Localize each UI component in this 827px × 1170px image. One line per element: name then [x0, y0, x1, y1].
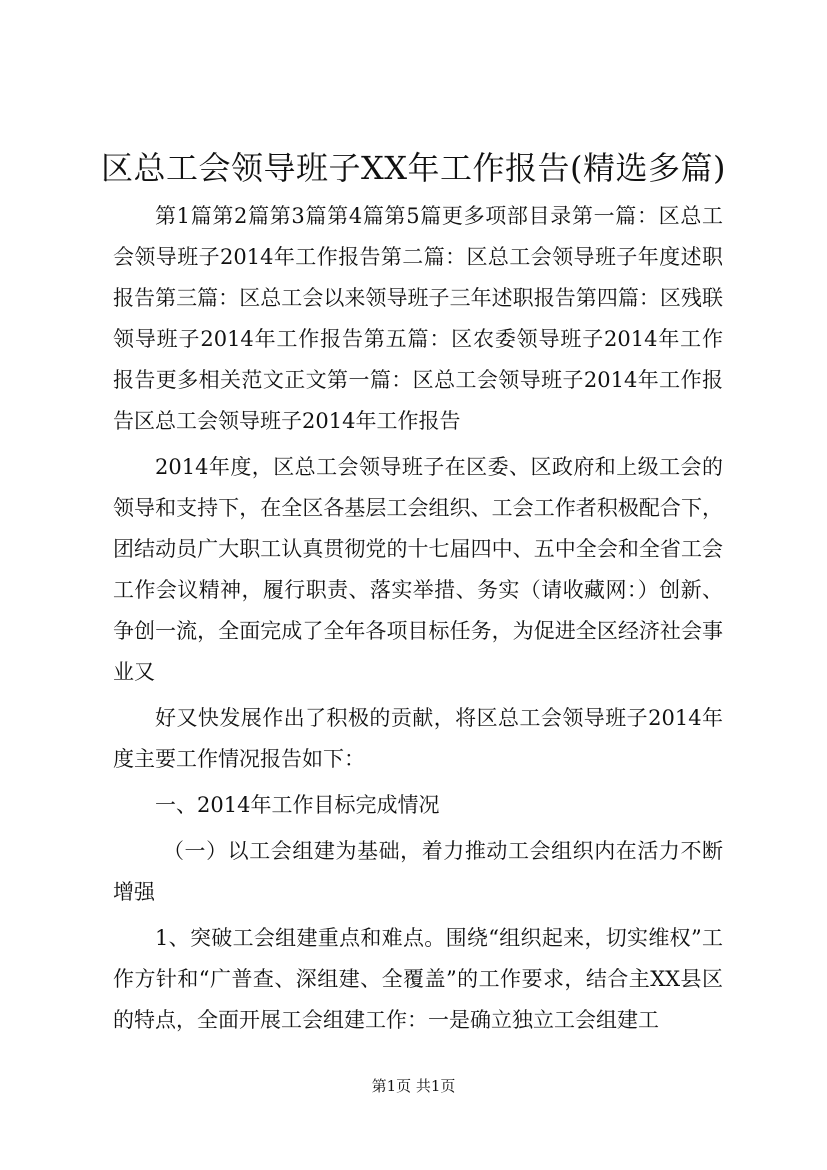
paragraph-table-of-contents: 第1篇第2篇第3篇第4篇第5篇更多项部目录第一篇：区总工会领导班子2014年工作报告第二篇：区总工会领导班子年度述职报告第三篇：区总工会以来领导班子三年述职报告第四篇：区残联领导班子2014年工作报告第五篇：区农委领导班子2014年工作报告更多相关范文正文第一篇：区总工会领导班子2014年工作报告区总工会领导班子2014年工作报告 [113, 204, 723, 433]
paragraph-report-intro: 好又快发展作出了积极的贡献，将区总工会领导班子2014年度主要工作情况报告如下： [113, 706, 723, 771]
paragraph-annual-summary: 2014年度，区总工会领导班子在区委、区政府和上级工会的领导和支持下，在全区各基层工会组织、工会工作者积极配合下，团结动员广大职工认真贯彻党的十七届四中、五中全会和全省工会工作会议精神，履行职责、落实举措、务实（请收藏网：）创新、争创一流，全面完成了全年各项目标任务，为促进全区经济社会事业又 [113, 455, 723, 684]
page-footer: 第1页 共1页 [371, 1077, 456, 1095]
section-heading-goals: 一、2014年工作目标完成情况 [155, 793, 440, 817]
paragraph-union-building-detail: 1、突破工会组建重点和难点。围绕“组织起来，切实维权”工作方针和“广普查、深组建、全覆盖”的工作要求，结合主XX县区的特点，全面开展工会组建工作：一是确立独立工会组建工 [113, 926, 723, 1032]
document-body [113, 196, 723, 1046]
subsection-heading-union-building: （一）以工会组建为基础，着力推动工会组织内在活力不断增强 [113, 839, 723, 904]
document-title: 区总工会领导班子XX年工作报告(精选多篇) [100, 149, 727, 187]
